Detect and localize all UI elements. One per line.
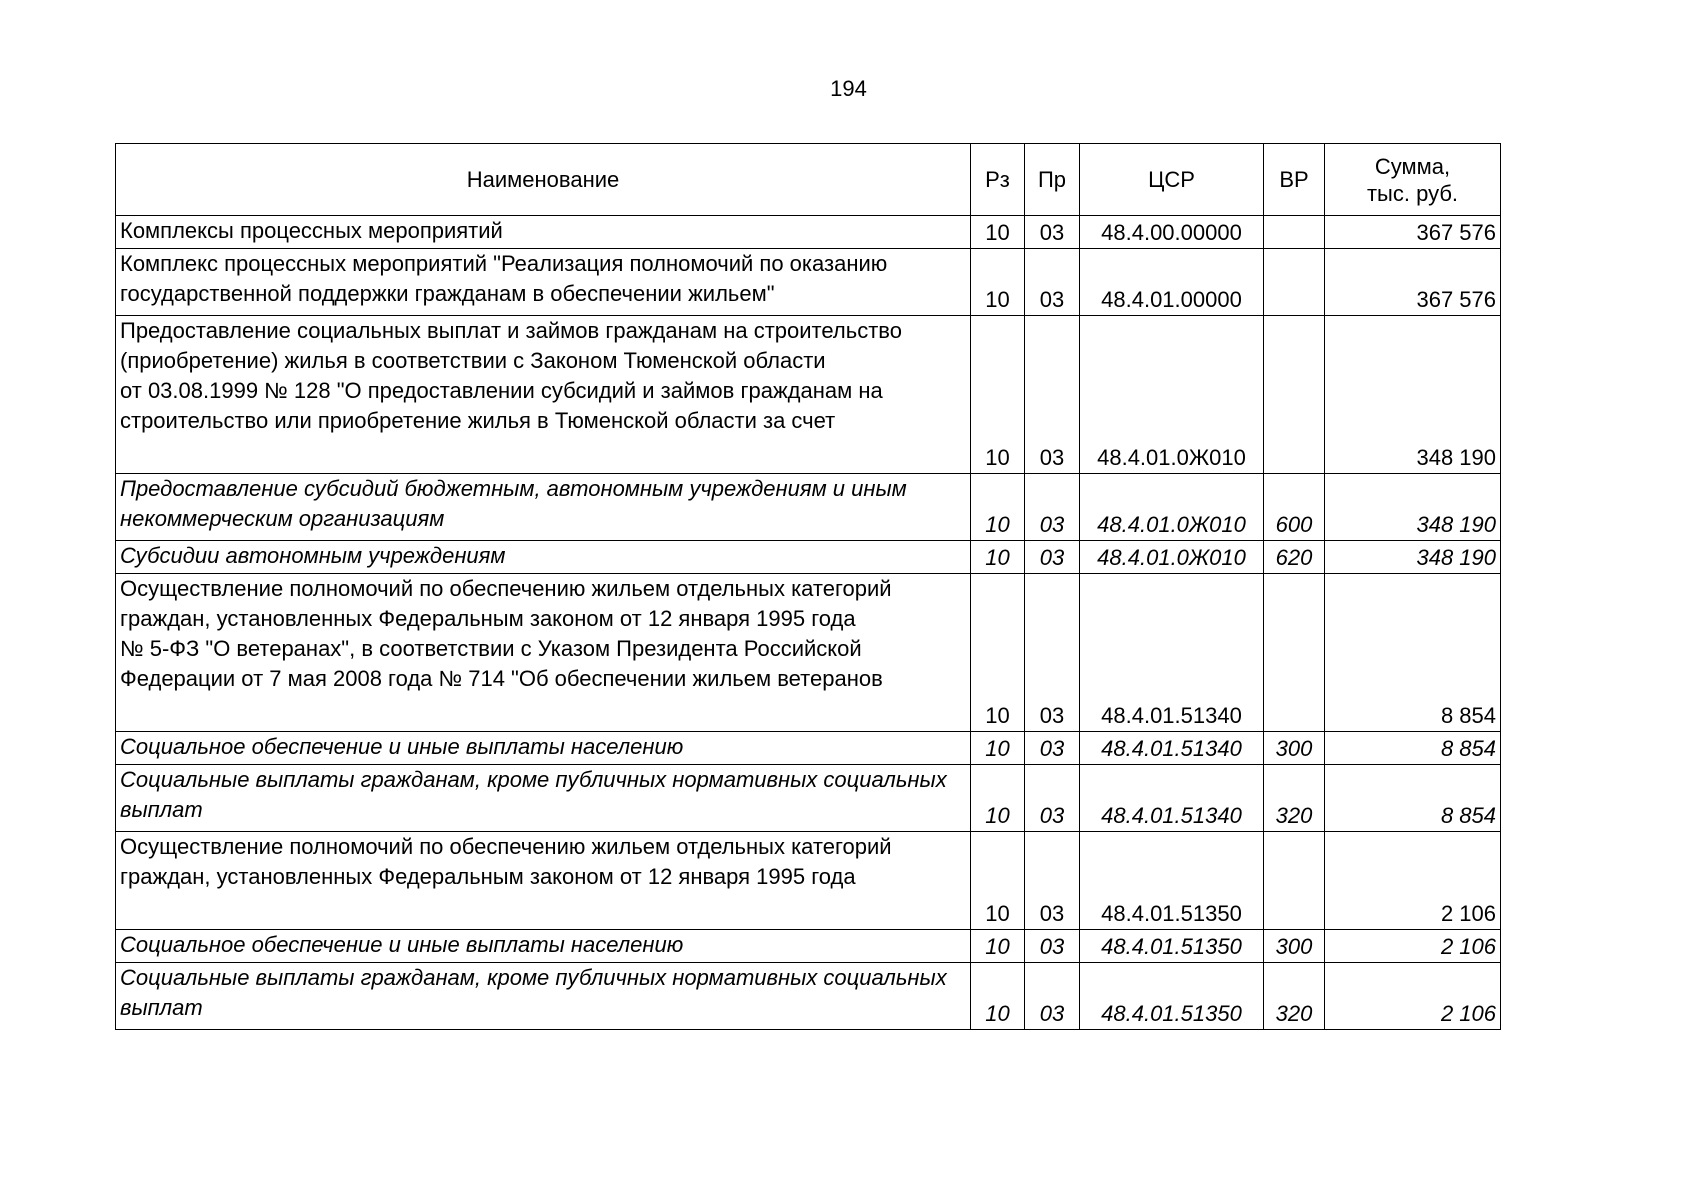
row-sum: 8 854 xyxy=(1325,574,1501,732)
row-vr: 300 xyxy=(1264,930,1325,963)
row-pr: 03 xyxy=(1025,765,1080,832)
row-csr: 48.4.01.51350 xyxy=(1080,930,1264,963)
row-name: Предоставление социальных выплат и займов гражданам на строительство (приобретение) жилья в соответствии с Законом Тюменской области от 03.08.1999 № 128 "О предоставлении субсидий и займов гражданам на строительство или приобретение жилья в Тюменской области за счет xyxy=(116,316,971,474)
row-vr: 620 xyxy=(1264,541,1325,574)
table-row xyxy=(116,216,1501,249)
row-sum: 348 190 xyxy=(1325,541,1501,574)
row-rz: 10 xyxy=(971,249,1025,316)
table-header-row xyxy=(116,144,1501,216)
row-rz: 10 xyxy=(971,732,1025,765)
row-sum: 348 190 xyxy=(1325,316,1501,474)
table-row xyxy=(116,963,1501,1030)
row-pr: 03 xyxy=(1025,249,1080,316)
table-row xyxy=(116,316,1501,474)
row-sum: 8 854 xyxy=(1325,732,1501,765)
row-pr: 03 xyxy=(1025,574,1080,732)
row-csr: 48.4.00.00000 xyxy=(1080,216,1264,249)
row-vr xyxy=(1264,574,1325,732)
row-rz: 10 xyxy=(971,216,1025,249)
row-name: Субсидии автономным учреждениям xyxy=(116,541,971,574)
row-rz: 10 xyxy=(971,316,1025,474)
row-rz: 10 xyxy=(971,832,1025,930)
row-vr: 300 xyxy=(1264,732,1325,765)
row-name: Комплексы процессных мероприятий xyxy=(116,216,971,249)
header-pr: Пр xyxy=(1025,144,1080,216)
row-sum: 367 576 xyxy=(1325,216,1501,249)
row-name: Осуществление полномочий по обеспечению жильем отдельных категорий граждан, установленных Федеральным законом от 12 января 1995 года № 5-ФЗ "О ветеранах", в соответствии с Указом Президента Российской Федерации от 7 мая 2008 года № 714 "Об обеспечении жильем ветеранов xyxy=(116,574,971,732)
row-csr: 48.4.01.51350 xyxy=(1080,963,1264,1030)
header-vr: ВР xyxy=(1264,144,1325,216)
row-pr: 03 xyxy=(1025,930,1080,963)
row-rz: 10 xyxy=(971,963,1025,1030)
table-row xyxy=(116,732,1501,765)
row-name: Комплекс процессных мероприятий "Реализация полномочий по оказанию государственной поддержки гражданам в обеспечении жильем" xyxy=(116,249,971,316)
row-csr: 48.4.01.0Ж010 xyxy=(1080,474,1264,541)
row-rz: 10 xyxy=(971,541,1025,574)
row-vr xyxy=(1264,249,1325,316)
header-rz: Рз xyxy=(971,144,1025,216)
table-row xyxy=(116,249,1501,316)
row-pr: 03 xyxy=(1025,216,1080,249)
budget-table xyxy=(115,143,1501,1030)
row-vr: 320 xyxy=(1264,963,1325,1030)
row-csr: 48.4.01.51340 xyxy=(1080,574,1264,732)
row-sum: 8 854 xyxy=(1325,765,1501,832)
table-row xyxy=(116,541,1501,574)
row-sum: 348 190 xyxy=(1325,474,1501,541)
header-name: Наименование xyxy=(116,144,971,216)
table-row xyxy=(116,765,1501,832)
row-name: Социальное обеспечение и иные выплаты населению xyxy=(116,930,971,963)
row-vr xyxy=(1264,216,1325,249)
row-name: Социальное обеспечение и иные выплаты населению xyxy=(116,732,971,765)
header-sum: Сумма, тыс. руб. xyxy=(1325,144,1501,216)
row-rz: 10 xyxy=(971,930,1025,963)
row-rz: 10 xyxy=(971,574,1025,732)
row-sum: 2 106 xyxy=(1325,832,1501,930)
row-csr: 48.4.01.00000 xyxy=(1080,249,1264,316)
row-sum: 2 106 xyxy=(1325,930,1501,963)
row-csr: 48.4.01.0Ж010 xyxy=(1080,316,1264,474)
table-row xyxy=(116,474,1501,541)
row-vr xyxy=(1264,832,1325,930)
row-name: Социальные выплаты гражданам, кроме публичных нормативных социальных выплат xyxy=(116,765,971,832)
row-pr: 03 xyxy=(1025,316,1080,474)
row-sum: 367 576 xyxy=(1325,249,1501,316)
row-pr: 03 xyxy=(1025,474,1080,541)
row-rz: 10 xyxy=(971,765,1025,832)
table-body xyxy=(116,216,1501,1030)
header-csr: ЦСР xyxy=(1080,144,1264,216)
row-sum: 2 106 xyxy=(1325,963,1501,1030)
row-name: Социальные выплаты гражданам, кроме публичных нормативных социальных выплат xyxy=(116,963,971,1030)
row-vr xyxy=(1264,316,1325,474)
row-pr: 03 xyxy=(1025,963,1080,1030)
row-csr: 48.4.01.51350 xyxy=(1080,832,1264,930)
row-name: Осуществление полномочий по обеспечению жильем отдельных категорий граждан, установленных Федеральным законом от 12 января 1995 года xyxy=(116,832,971,930)
table-row xyxy=(116,574,1501,732)
row-pr: 03 xyxy=(1025,832,1080,930)
page-number: 194 xyxy=(830,76,867,101)
row-csr: 48.4.01.51340 xyxy=(1080,765,1264,832)
row-pr: 03 xyxy=(1025,732,1080,765)
row-name: Предоставление субсидий бюджетным, автономным учреждениям и иным некоммерческим организациям xyxy=(116,474,971,541)
table-row xyxy=(116,832,1501,930)
row-csr: 48.4.01.51340 xyxy=(1080,732,1264,765)
table-row xyxy=(116,930,1501,963)
row-vr: 320 xyxy=(1264,765,1325,832)
row-rz: 10 xyxy=(971,474,1025,541)
row-csr: 48.4.01.0Ж010 xyxy=(1080,541,1264,574)
row-vr: 600 xyxy=(1264,474,1325,541)
row-pr: 03 xyxy=(1025,541,1080,574)
